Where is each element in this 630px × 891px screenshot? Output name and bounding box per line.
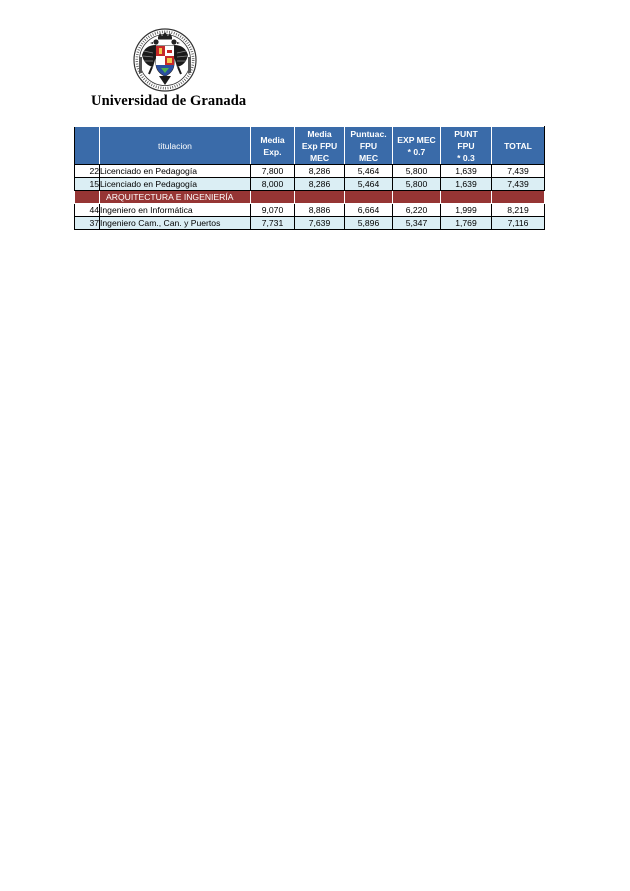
cell-media-exp: 9,070 [251, 204, 295, 217]
column-header [345, 127, 393, 165]
university-logo [131, 27, 199, 93]
column-header-line: Puntuac. [350, 128, 387, 139]
cell-media-exp-fpu-mec: 7,639 [295, 217, 345, 230]
cell-num: 37 [75, 217, 100, 230]
column-header [393, 127, 441, 165]
column-header-line: MEC [309, 152, 330, 163]
cell-puntuac-fpu-mec: 5,896 [345, 217, 393, 230]
cell-total: 8,219 [492, 204, 545, 217]
cell-titulacion: Ingeniero Cam., Can. y Puertos [100, 217, 251, 230]
table-row [75, 165, 545, 178]
column-header-line: TOTAL [504, 140, 532, 151]
column-header-line: * 0.3 [457, 152, 475, 163]
cell-media-exp: 8,000 [251, 178, 295, 191]
column-header-line: Exp. [263, 146, 282, 157]
table-row [75, 204, 545, 217]
column-header-line: FPU [359, 140, 378, 151]
cell-total: 7,439 [492, 178, 545, 191]
cell-total: 7,116 [492, 217, 545, 230]
table-header-row [75, 127, 545, 165]
column-header-line: Media [307, 128, 332, 139]
column-header-line: * 0.7 [407, 146, 426, 157]
cell-media-exp-fpu-mec: 8,286 [295, 165, 345, 178]
cell-titulacion: Licenciado en Pedagogía [100, 178, 251, 191]
section-label: ARQUITECTURA E INGENIERÍA [100, 191, 251, 204]
column-header [492, 127, 545, 165]
section-cell [295, 191, 345, 204]
column-header-line: FPU [457, 140, 475, 151]
cell-num: 15 [75, 178, 100, 191]
cell-media-exp-fpu-mec: 8,286 [295, 178, 345, 191]
cell-punt-fpu-03: 1,769 [441, 217, 492, 230]
cell-puntuac-fpu-mec: 6,664 [345, 204, 393, 217]
cell-media-exp: 7,800 [251, 165, 295, 178]
table-row [75, 217, 545, 230]
section-cell [345, 191, 393, 204]
column-header [441, 127, 492, 165]
column-header [251, 127, 295, 165]
cell-exp-mec-07: 5,800 [393, 178, 441, 191]
section-cell [441, 191, 492, 204]
section-cell [492, 191, 545, 204]
column-header [100, 127, 251, 165]
column-header-line: Exp FPU [301, 140, 338, 151]
column-header-line: titulacion [158, 140, 192, 151]
section-cell [75, 191, 100, 204]
cell-punt-fpu-03: 1,999 [441, 204, 492, 217]
table-row [75, 178, 545, 191]
cell-media-exp-fpu-mec: 8,886 [295, 204, 345, 217]
cell-exp-mec-07: 6,220 [393, 204, 441, 217]
cell-puntuac-fpu-mec: 5,464 [345, 178, 393, 191]
column-header-line: MEC [358, 152, 379, 163]
column-header-line: PUNT [454, 128, 478, 139]
cell-media-exp: 7,731 [251, 217, 295, 230]
cell-puntuac-fpu-mec: 5,464 [345, 165, 393, 178]
cell-num: 44 [75, 204, 100, 217]
scores-table [74, 126, 545, 230]
university-name: Universidad de Granada [91, 93, 247, 109]
cell-punt-fpu-03: 1,639 [441, 165, 492, 178]
column-header-line: Media [260, 134, 285, 145]
cell-titulacion: Licenciado en Pedagogía [100, 165, 251, 178]
section-cell [393, 191, 441, 204]
cell-exp-mec-07: 5,347 [393, 217, 441, 230]
section-cell [251, 191, 295, 204]
cell-titulacion: Ingeniero en Informática [100, 204, 251, 217]
column-header [75, 127, 100, 165]
cell-total: 7,439 [492, 165, 545, 178]
section-row [75, 191, 545, 204]
university-coat-of-arms-icon [131, 27, 199, 93]
column-header-line: EXP MEC [397, 134, 436, 145]
column-header [295, 127, 345, 165]
cell-num: 22 [75, 165, 100, 178]
cell-punt-fpu-03: 1,639 [441, 178, 492, 191]
cell-exp-mec-07: 5,800 [393, 165, 441, 178]
